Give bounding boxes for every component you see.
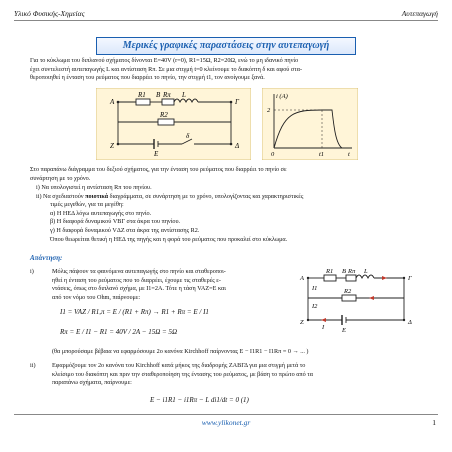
answer-ii-text: Εφαρμόζουμε τον 2ο κανόνα του Kirchhoff κατά μήκος της διαδρομής ΖΑΒΓΔ για μια στιγμή μετά το κλείσιμο του διακόπτη και πριν την σταθεροποίηση της έντασης του ρεύματος, με βάση το πρώτο από τα παραπάνω σχήματα, παίρνουμε:	[52, 362, 313, 387]
question-c: γ) Η διαφορά δυναμικού VΔΖ στα άκρα της αντίστασης R2.	[50, 226, 200, 234]
circuit2-label-I2: I2	[312, 303, 318, 310]
body-line-2: συνάρτηση με το χρόνο.	[30, 174, 91, 182]
page-header	[14, 8, 438, 21]
question-note: Όπου θεωρείται θετική η ΗΕΔ της πηγής και η φορά του ρεύματος που προκαλεί στο κύκλωμα.	[50, 235, 288, 243]
answer-i-text: Μόλις πάψουν τα φαινόμενα αυτεπαγωγής στο πηνίο και σταθεροποι- ηθεί η ένταση του ρεύματος που το διαρρέει, έχουμε τις σταθερές ε- ντάσεις, όπως στο διπλανό σχήμα, με I1=2A. Τότε η τάση VAZ=E και από τον νόμο του Ohm, παίρνουμε:	[52, 268, 226, 301]
header-left: Υλικό Φυσικής-Χημείας	[14, 9, 85, 18]
equation-2: Rπ = E / I1 − R1 = 40V / 2A − 15Ω = 5Ω	[60, 328, 178, 336]
intro-line-1: Για το κύκλωμα του διπλανού σχήματος δίνονται E=40V (r=0), R1=15Ω, R2=20Ω, ενώ το μη ιδανικό πηνίο	[30, 57, 299, 64]
footer-rule	[14, 414, 438, 415]
page-number: 1	[432, 418, 436, 427]
questions	[36, 184, 422, 244]
footer-url[interactable]: www.ylikonet.gr	[201, 418, 251, 427]
circuit1-label-B: B	[156, 91, 161, 99]
intro-paragraph	[30, 57, 422, 83]
circuit2-label-R1: R1	[326, 268, 334, 275]
kirchhoff-note: (θα μπορούσαμε βέβαια να εφαρμόσουμε 2ο κανόνα Kirchhoff παίρνοντας E − I1R1 − I1Rπ = 0 → ... )	[52, 348, 309, 355]
circuit1-label-A: A	[110, 98, 115, 106]
circuit2-label-R2: R2	[344, 288, 352, 295]
circuit1-label-D: Δ	[235, 142, 240, 150]
circuit2-label-I1: I1	[312, 285, 318, 292]
circuit1-label-Rp: Rπ	[163, 91, 171, 99]
circuit1-label-Z: Z	[110, 142, 114, 150]
graph-y-label: i (A)	[276, 93, 288, 100]
circuit2-label-L: L	[364, 268, 368, 275]
circuit2-label-Rp: Rπ	[348, 268, 356, 275]
circuit2-label-Z: Z	[300, 319, 304, 326]
graph-x-origin: 0	[271, 151, 275, 158]
circuit-diagram-2	[292, 264, 420, 336]
circuit1-label-E: E	[154, 150, 159, 158]
circuit-diagram-1	[96, 88, 251, 160]
answer-heading: Απάντηση:	[30, 254, 63, 262]
equation-1: I1 = VAZ / R1,π = E / (R1 + Rπ) → R1 + Rπ = E / I1	[60, 308, 209, 316]
graph-x-tick: t1	[319, 151, 325, 158]
circuit1-label-G: Γ	[235, 98, 239, 106]
question-b: β) Η διαφορά δυναμικού VBΓ στα άκρα του πηνίου.	[50, 218, 181, 226]
intro-line-2: έχει συντελεστή αυτεπαγωγής L και αντίσταση Rπ. Σε μια στιγμή t=0 κλείνουμε το διακόπτη δ και αφού στα-	[30, 65, 303, 73]
current-graph	[262, 88, 358, 160]
header-right: Αυτεπαγωγή	[401, 9, 438, 18]
circuit2-label-G: Γ	[408, 275, 412, 282]
circuit1-label-switch: δ	[186, 132, 190, 140]
circuit2-label-D: Δ	[408, 319, 412, 326]
circuit2-label-B: B	[342, 268, 346, 275]
body-paragraph	[30, 166, 422, 183]
body-line-1: Στο παραπάνω διάγραμμα του δεξιού σχήματος, για την ένταση του ρεύματος που διαρρέει το πηνίο σε	[30, 166, 287, 173]
question-ii: ii) Να σχεδιαστούν ποιοτικά διαγράμματα, σε συνάρτηση με το χρόνο, υπολογίζοντας και χαρακτηριστικές	[36, 192, 304, 200]
intro-line-3: θεροποιηθεί η ένταση του ρεύματος που διαρρέει το πηνίο, την στιγμή t1, τον ανοίγουμε ξανά.	[30, 74, 265, 82]
circuit2-label-A: A	[300, 275, 304, 282]
circuit2-label-E: E	[342, 327, 346, 334]
section-title: Μερικές γραφικές παραστάσεις στην αυτεπαγωγή	[96, 37, 356, 55]
circuit1-label-L: L	[182, 91, 186, 99]
question-ii-cont: τιμές μεγεθών, για τα μεγέθη:	[50, 201, 124, 209]
answer-ii-number: ii)	[30, 362, 36, 369]
graph-x-label: t	[348, 151, 350, 158]
answer-i-number: i)	[30, 268, 34, 275]
graph-y-tick: 2	[267, 107, 271, 114]
circuit1-label-R1: R1	[138, 91, 146, 99]
circuit1-label-R2: R2	[160, 111, 168, 119]
question-i: i) Να υπολογιστεί η αντίσταση Rπ του πηνίου.	[36, 184, 152, 191]
question-a: α) Η ΗΕΔ λόγω αυτεπαγωγής στο πηνίο.	[50, 209, 152, 217]
circuit2-label-I: I	[322, 324, 325, 331]
equation-3: E − i1R1 − i1Rπ − L di1/dt = 0 (1)	[150, 396, 249, 404]
